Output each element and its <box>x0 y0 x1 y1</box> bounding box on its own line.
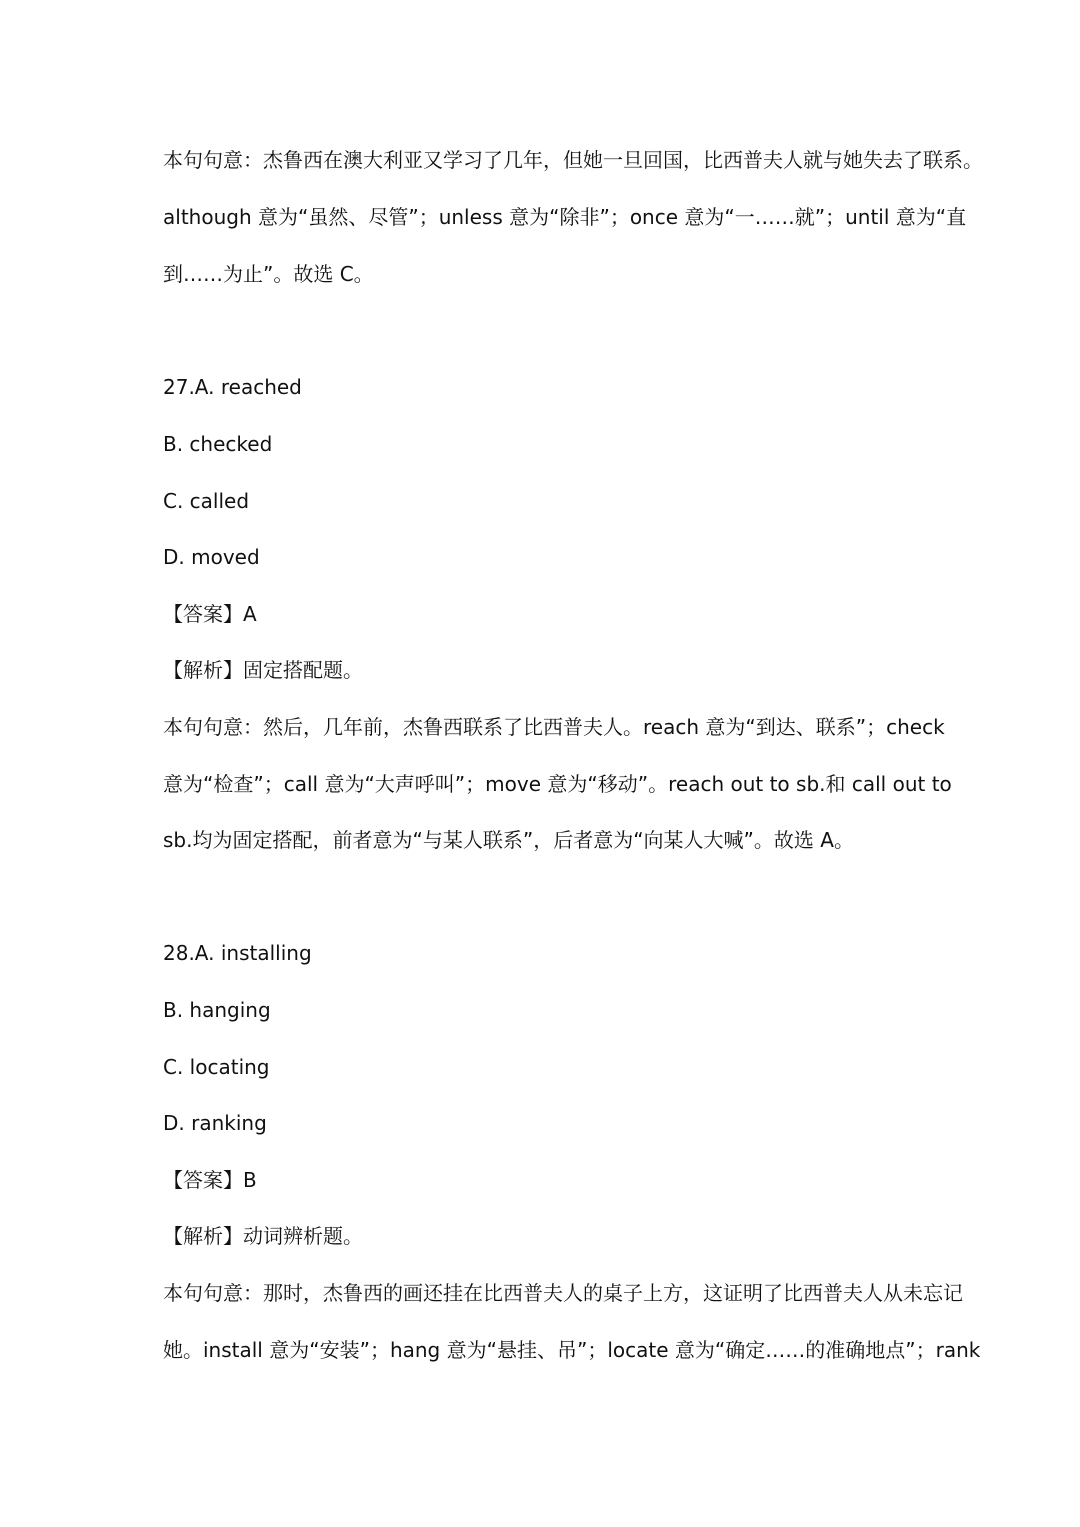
question-28-explanation-line-1: 本句句意：那时，杰鲁西的画还挂在比西普夫人的桌子上方，这证明了比西普夫人从未忘记 <box>163 1281 963 1305</box>
question-28-option-a: 28.A. installing <box>163 941 312 965</box>
question-27-explanation-line-1: 本句句意：然后，几年前，杰鲁西联系了比西普夫人。reach 意为“到达、联系”；check <box>163 715 945 739</box>
explanation-q26-translation: 本句句意：杰鲁西在澳大利亚又学习了几年，但她一旦回国，比西普夫人就与她失去了联系。 <box>163 148 983 172</box>
question-27-option-b: B. checked <box>163 432 273 456</box>
question-28-option-c: C. locating <box>163 1055 270 1079</box>
question-27-option-d: D. moved <box>163 545 260 569</box>
question-27-option-a: 27.A. reached <box>163 375 302 399</box>
question-27-explanation-line-2: 意为“检查”；call 意为“大声呼叫”；move 意为“移动”。reach out to sb.和 call out to <box>163 772 952 796</box>
question-28-answer: 【答案】B <box>163 1168 257 1192</box>
question-28-analysis-heading: 【解析】动词辨析题。 <box>163 1224 363 1248</box>
question-27-explanation-line-3: sb.均为固定搭配，前者意为“与某人联系”，后者意为“向某人大喊”。故选 A。 <box>163 828 854 852</box>
explanation-q26-conclusion: 到……为止”。故选 C。 <box>163 262 374 286</box>
question-28-explanation-line-2: 她。install 意为“安装”；hang 意为“悬挂、吊”；locate 意为“确定……的准确地点”；rank <box>163 1338 981 1362</box>
question-27-answer: 【答案】A <box>163 602 257 626</box>
question-27-option-c: C. called <box>163 489 250 513</box>
explanation-q26-analysis: although 意为“虽然、尽管”；unless 意为“除非”；once 意为“一……就”；until 意为“直 <box>163 205 967 229</box>
question-28-option-b: B. hanging <box>163 998 271 1022</box>
question-28-option-d: D. ranking <box>163 1111 267 1135</box>
question-27-analysis-heading: 【解析】固定搭配题。 <box>163 658 363 682</box>
